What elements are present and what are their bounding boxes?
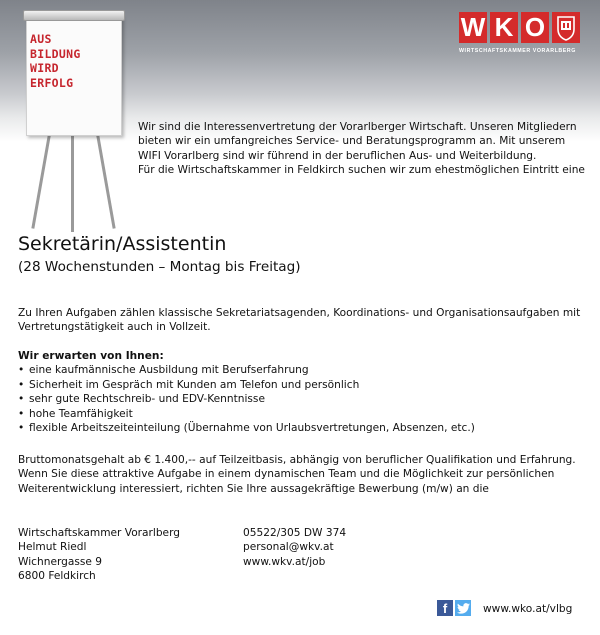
contact-web[interactable]: www.wkv.at/job [243, 555, 326, 568]
list-item: • sehr gute Rechtschreib- und EDV-Kenntnisse [18, 392, 588, 406]
job-title: Sekretärin/Assistentin [18, 233, 227, 255]
requirements-list [18, 363, 588, 435]
flipchart-line: BILDUNG [30, 46, 81, 61]
address-line: Helmut Riedl [18, 541, 87, 554]
contact-address [18, 526, 180, 584]
flipchart-leg-left [31, 134, 51, 229]
address-line: Wichnergasse 9 [18, 555, 103, 568]
job-subtitle: (28 Wochenstunden – Montag bis Freitag) [18, 259, 301, 275]
contact-email[interactable]: personal@wkv.at [243, 541, 334, 554]
flipchart-text [30, 32, 116, 90]
logo-letters [459, 12, 580, 43]
salary-section [18, 453, 588, 496]
flipchart-clip [23, 10, 125, 21]
list-item: • eine kaufmännische Ausbildung mit Berufserfahrung [18, 363, 588, 377]
social-icons [437, 600, 471, 616]
logo-letter: W [460, 12, 486, 42]
list-item: • flexible Arbeitszeiteinteilung (Übernahme von Urlaubsvertretungen, Absenzen, etc.) [18, 421, 588, 435]
flipchart-line: WIRD [30, 61, 59, 75]
flipchart-line: ERFOLG [30, 75, 74, 90]
list-item: • Sicherheit im Gespräch mit Kunden am Telefon und persönlich [18, 378, 588, 392]
coat-of-arms-icon [552, 12, 580, 43]
list-item: • hohe Teamfähigkeit [18, 407, 588, 421]
contact-details [243, 526, 346, 569]
facebook-icon[interactable]: f [437, 600, 453, 616]
contact-phone: 05522/305 DW 374 [243, 527, 347, 539]
flipchart-leg-center [71, 134, 74, 232]
requirements-heading: Wir erwarten von Ihnen: [18, 350, 164, 362]
wko-logo[interactable] [459, 12, 585, 58]
logo-subtitle: WIRTSCHAFTSKAMMER VORARLBERG [459, 48, 576, 54]
intro-paragraph: Wir sind die Interessenvertretung der Vorarlberger Wirtschaft. Unseren Mitgliedern bieten wir ein umfangreiches Service- und Beratungsprogramm an. Mit unserem WIFI Vorarlberg sind wir führend in der beruflichen Aus- und Weiterbildung. [138, 121, 577, 162]
intro-paragraph: Für die Wirtschaftskammer in Feldkirch suchen wir zum ehestmöglichen Eintritt eine [138, 164, 585, 177]
twitter-icon[interactable] [455, 600, 471, 616]
tasks-section [18, 306, 588, 335]
footer-url[interactable]: www.wko.at/vlbg [483, 603, 573, 615]
logo-letter: O [521, 12, 549, 43]
flipchart-illustration [18, 6, 133, 234]
address-line: Wirtschaftskammer Vorarlberg [18, 527, 180, 539]
tasks-text: Zu Ihren Aufgaben zählen klassische Sekretariatsagenden, Koordinations- und Organisationsaufgaben mit Vertretungstätigkeit auch in Vollzeit. [18, 307, 581, 334]
logo-letter: K [490, 12, 518, 43]
address-line: 6800 Feldkirch [18, 570, 96, 583]
flipchart-leg-right [96, 134, 116, 229]
flipchart-line: AUS [30, 32, 52, 46]
intro-section [138, 120, 590, 178]
requirements-section [18, 349, 588, 435]
salary-text: Bruttomonatsgehalt ab € 1.400,-- auf Teilzeitbasis, abhängig von beruflicher Qualifikation und Erfahrung. Wenn Sie diese attraktive Aufgabe in einem dynamischen Team und die Möglichkeit zur persönlichen Weiterentwicklung interessiert, richten Sie Ihre aussagekräftige Bewerbung (m/w) an die [18, 454, 576, 495]
